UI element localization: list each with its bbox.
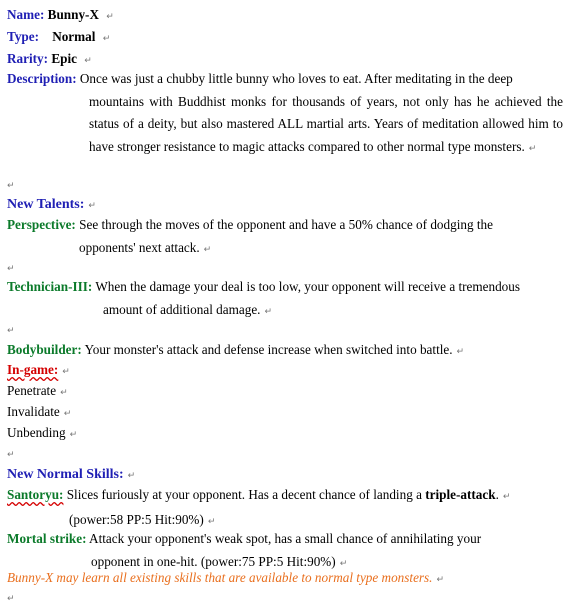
list-item: Penetrate ↵ — [7, 383, 68, 398]
paragraph-mark-icon: ↵ — [7, 264, 15, 274]
paragraph-mark-icon: ↵ — [207, 516, 216, 527]
paragraph-mark-icon: ↵ — [339, 558, 348, 569]
list-item: Invalidate ↵ — [7, 404, 72, 419]
paragraph-mark-icon: ↵ — [7, 450, 15, 460]
list-item: Unbending ↵ — [7, 425, 78, 440]
type-label: Type: — [7, 29, 39, 44]
description-text-first: Once was just a chubby little bunny who loves to eat. After meditating in the deep — [79, 71, 513, 86]
paragraph-mark-icon: ↵ — [7, 326, 15, 336]
paragraph-mark-icon: ↵ — [7, 594, 15, 604]
paragraph-mark-icon: ↵ — [106, 12, 114, 22]
talent-label: Bodybuilder: — [7, 342, 82, 357]
talent-text-rest: amount of additional damage. — [103, 301, 261, 317]
skill-text-bold: triple-attack — [425, 487, 496, 502]
paragraph-mark-icon: ↵ — [528, 143, 537, 154]
description-paragraph — [7, 68, 563, 160]
description-label: Description: — [7, 71, 77, 86]
paragraph-mark-icon: ↵ — [102, 34, 111, 44]
skill-santoryu: Santoryu: Slices furiously at your opponent. Has a decent chance of landing a triple-attack. ↵ (power:58 PP:5 Hit:90%) ↵ — [7, 487, 511, 527]
skill-label: Mortal strike: — [7, 531, 87, 546]
footnote: Bunny-X may learn all existing skills that are available to normal type monsters. ↵ — [7, 570, 445, 585]
paragraph-mark-icon: ↵ — [436, 575, 445, 585]
paragraph-mark-icon: ↵ — [502, 492, 511, 502]
paragraph-mark-icon: ↵ — [264, 306, 273, 317]
in-game-heading: In-game: ↵ — [7, 362, 70, 377]
talent-text-first: When the damage your deal is too low, your opponent will receive a tremendous — [95, 279, 520, 294]
talent-text-rest: opponents' next attack. — [79, 239, 200, 255]
paragraph-mark-icon: ↵ — [84, 56, 92, 66]
paragraph-mark-icon: ↵ — [60, 388, 68, 398]
skill-stats: (power:58 PP:5 Hit:90%) — [69, 511, 204, 527]
talent-label: Perspective: — [7, 217, 76, 232]
rarity-row — [7, 48, 92, 70]
description-text-rest: mountains with Buddhist monks for thousands of years, not only has he achieved the status of a deity, but also mastered ALL martial arts. Years of meditation allowed him to have stronger resistance to magic attacks compared to other normal type monsters. ↵ — [89, 93, 563, 154]
talent-text-first: Your monster's attack and defense increase when switched into battle. — [84, 342, 453, 357]
name-value: Bunny-X — [47, 7, 99, 22]
talent-technician — [7, 276, 563, 323]
rarity-label: Rarity: — [7, 51, 49, 66]
skill-label: Santoryu: — [7, 487, 64, 502]
paragraph-mark-icon: ↵ — [127, 471, 136, 481]
talent-label: Technician-III: — [7, 279, 93, 294]
paragraph-mark-icon: ↵ — [456, 347, 465, 357]
paragraph-mark-icon: ↵ — [203, 244, 212, 255]
skill-stats: opponent in one-hit. (power:75 PP:5 Hit:90%) — [91, 553, 336, 569]
talent-text-first: See through the moves of the opponent and have a 50% chance of dodging the — [79, 217, 493, 232]
paragraph-mark-icon: ↵ — [69, 430, 78, 440]
name-row — [7, 4, 114, 26]
skill-text-first: Slices furiously at your opponent. Has a decent chance of landing a — [66, 487, 426, 502]
type-row — [7, 26, 110, 48]
name-label: Name: — [7, 7, 45, 22]
paragraph-mark-icon: ↵ — [63, 409, 72, 419]
new-talents-heading: New Talents: ↵ — [7, 197, 96, 212]
new-skills-heading: New Normal Skills: ↵ — [7, 467, 136, 482]
rarity-value: Epic — [51, 51, 77, 66]
type-value: Normal — [52, 29, 96, 44]
paragraph-mark-icon: ↵ — [7, 181, 15, 191]
paragraph-mark-icon: ↵ — [62, 367, 70, 377]
talent-bodybuilder — [7, 339, 464, 361]
paragraph-mark-icon: ↵ — [88, 201, 96, 211]
talent-perspective — [7, 214, 563, 261]
skill-text-first: Attack your opponent's weak spot, has a small chance of annihilating your — [89, 531, 482, 546]
